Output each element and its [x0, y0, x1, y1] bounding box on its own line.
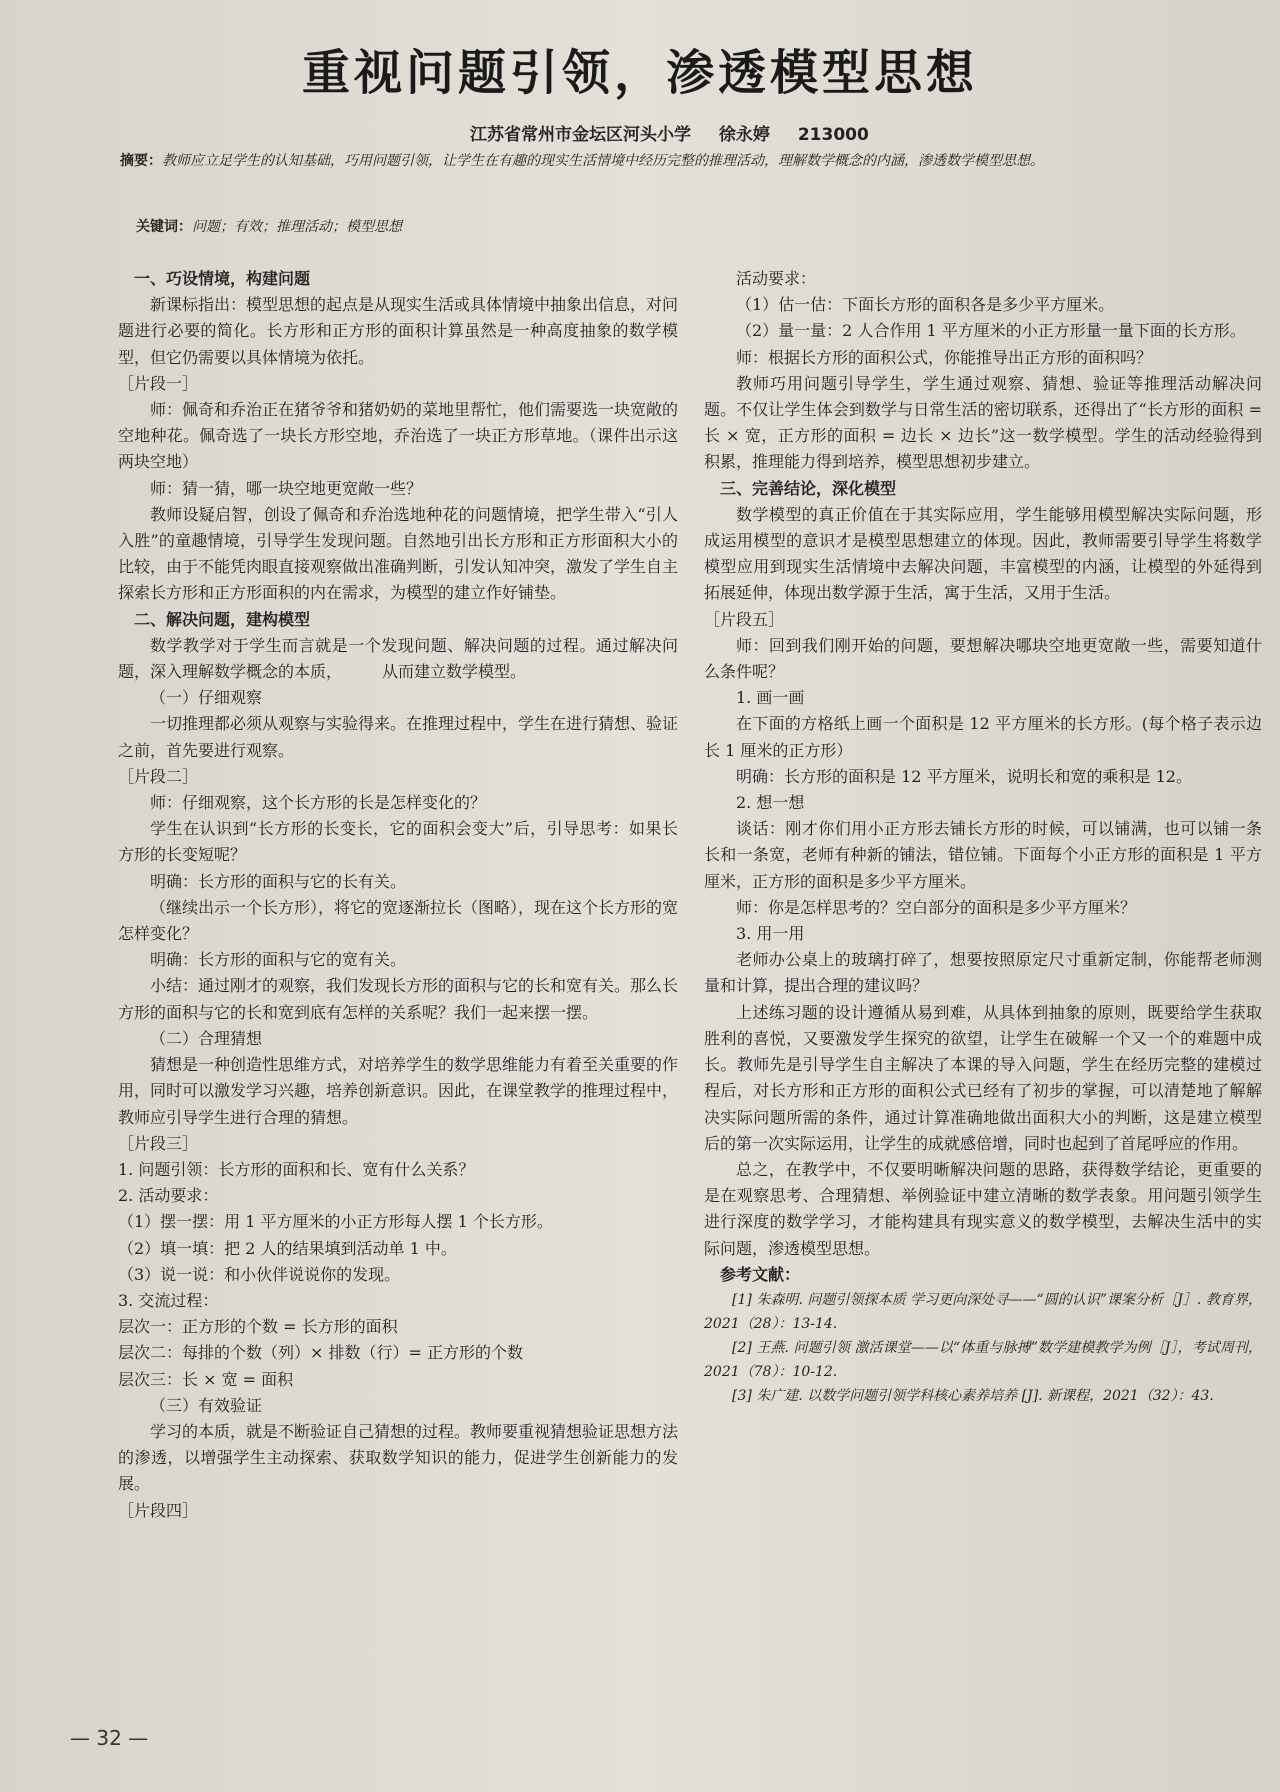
section-heading: 二、解决问题，建构模型: [134, 609, 311, 629]
right-column: [704, 266, 1262, 1408]
paragraph: 师：回到我们刚开始的问题，要想解决哪块空地更宽敞一些，需要知道什么条件呢？: [704, 635, 1262, 682]
paragraph: ［片段二］: [118, 766, 199, 786]
paragraph: 学习的本质，就是不断验证自己猜想的过程。教师要重视猜想验证思想方法的渗透，以增强学生主动探索、获取数学知识的能力，促进学生创新能力的发展。: [118, 1421, 679, 1494]
paragraph: 上述练习题的设计遵循从易到难，从具体到抽象的原则，既要给学生获取胜利的喜悦，又要激发学生探究的欲望，让学生在破解一个又一个的难题中成长。教师先是引导学生自主解决了本课的导入问题，学生在经历完整的建模过程后，对长方形和正方形的面积公式已经有了初步的掌握，可以清楚地了解解决实际问题所需的条件，通过计算准确地做出面积大小的判断，这是建立模型后的第一次实际运用，让学生的成就感倍增，同时也起到了首尾呼应的作用。: [704, 1002, 1262, 1153]
paragraph: 总之，在教学中，不仅要明晰解决问题的思路，获得数学结论，更重要的是在观察思考、合理猜想、举例验证中建立清晰的数学表象。用问题引领学生进行深度的数学学习，才能构建具有现实意义的数学模型，去解决生活中的实际问题，渗透模型思想。: [704, 1159, 1262, 1258]
reference-item: [1] 朱森明. 问题引领探本质 学习更向深处寻——“圆的认识”课案分析［J］. 教育界，2021（28）：13-14.: [704, 1291, 1262, 1332]
paragraph: （三）有效验证: [150, 1395, 263, 1415]
paragraph: 2. 活动要求：: [118, 1186, 219, 1206]
paragraph: 学生在认识到“长方形的长变长，它的面积会变大”后，引导思考：如果长方形的长变短呢？: [118, 819, 678, 865]
page-number: — 32 —: [70, 1726, 149, 1750]
paragraph: 数学模型的真正价值在于其实际应用，学生能够用模型解决实际问题，形成运用模型的意识才是模型思想建立的体现。因此，教师需要引导学生将数学模型应用到现实生活情境中去解决问题，丰富模型的内涵，让模型的外延得到拓展延伸，体现出数学源于生活，寓于生活，又用于生活。: [704, 504, 1262, 603]
paragraph: （一）仔细观察: [150, 688, 263, 708]
keywords-text: 问题；有效；推理活动；模型思想: [192, 219, 402, 235]
paragraph: 师：仔细观察，这个长方形的长是怎样变化的？: [150, 793, 487, 813]
paragraph: 3. 交流过程：: [118, 1290, 219, 1310]
paragraph: ［片段一］: [118, 373, 199, 393]
article-title: 重视问题引领，渗透模型思想: [301, 45, 978, 101]
paragraph: ［片段五］: [704, 609, 785, 629]
paragraph: 谈话：刚才你们用小正方形去铺长方形的时候，可以铺满，也可以铺一条长和一条宽，老师有种新的铺法，错位铺。下面每个小正方形的面积是 1 平方厘米，正方形的面积是多少平方厘米。: [704, 819, 1262, 891]
paragraph: 师：猜一猜，哪一块空地更宽敞一些？: [150, 478, 423, 498]
author-name: 徐永婷: [718, 125, 770, 145]
paragraph: （继续出示一个长方形），将它的宽逐渐拉长（图略），现在这个长方形的宽怎样变化？: [118, 897, 679, 944]
right-column-body: [704, 266, 1262, 1288]
abstract-text: 教师应立足学生的认知基础，巧用问题引领，让学生在有趣的现实生活情境中经历完整的推理活动，理解数学概念的内涵，渗透数学模型思想。: [162, 153, 1044, 169]
paragraph: 层次一：正方形的个数 = 长方形的面积: [118, 1317, 398, 1337]
paragraph: 层次三：长 × 宽 = 面积: [118, 1369, 294, 1389]
paragraph: 师：根据长方形的面积公式，你能推导出正方形的面积吗？: [736, 347, 1153, 367]
paragraph: 教师巧用问题引导学生，学生通过观察、猜想、验证等推理活动解决问题。不仅让学生体会到数学与日常生活的密切联系，还得出了“长方形的面积 = 长 × 宽，正方形的面积 = 边长 × 边长”这一数学模型。学生的活动经验得到积累，推理能力得到培养，模型思想初步建立。: [704, 373, 1262, 472]
paragraph: （1）摆一摆：用 1 平方厘米的小正方形每人摆 1 个长方形。: [118, 1212, 553, 1232]
paragraph: （2）量一量：2 人合作用 1 平方厘米的小正方形量一量下面的长方形。: [736, 321, 1246, 341]
keywords-label: 关键词：: [136, 219, 192, 235]
abstract: [120, 150, 1260, 173]
paragraph: 猜想是一种创造性思维方式，对培养学生的数学思维能力有着至关重要的作用，同时可以激发学习兴趣，培养创新意识。因此，在课堂教学的推理过程中，教师应引导学生进行合理的猜想。: [118, 1055, 679, 1127]
paragraph: 新课标指出：模型思想的起点是从现实生活或具体情境中抽象出信息，对问题进行必要的简化。长方形和正方形的面积计算虽然是一种高度抽象的数学模型，但它仍需要以具体情境为依托。: [118, 295, 679, 367]
section-heading: 一、巧设情境，构建问题: [134, 269, 311, 288]
paragraph: 活动要求：: [736, 269, 817, 288]
paragraph: 师：佩奇和乔治正在猪爷爷和猪奶奶的菜地里帮忙，他们需要选一块宽敞的空地种花。佩奇选了一块长方形空地，乔治选了一块正方形草地。（课件出示这两块空地）: [118, 400, 679, 472]
paragraph: （3）说一说：和小伙伴说说你的发现。: [118, 1264, 401, 1284]
left-column: [118, 266, 678, 1524]
keywords: [136, 216, 1036, 236]
section-heading: 参考文献：: [720, 1264, 801, 1284]
paragraph: 数学教学对于学生而言就是一个发现问题、解决问题的过程。通过解决问题，深入理解数学概念的本质， 从而建立数学模型。: [118, 635, 678, 682]
postcode: 213000: [797, 125, 869, 145]
references: [704, 1288, 1262, 1408]
paragraph: 2. 想一想: [736, 793, 805, 813]
reference-item: [2] 王燕. 问题引领 激活课堂——以“体重与脉搏”数学建模教学为例［J］，考试周刊，2021（78）：10-12.: [704, 1339, 1262, 1380]
paragraph: 在下面的方格纸上画一个面积是 12 平方厘米的长方形。(每个格子表示边长 1 厘米的正方形）: [704, 714, 1262, 760]
affiliation: 江苏省常州市金坛区河头小学: [470, 125, 691, 145]
paragraph: ［片段四］: [118, 1500, 199, 1520]
paragraph: 老师办公桌上的玻璃打碎了，想要按照原定尺寸重新定制，你能帮老师测量和计算，提出合理的建议吗？: [704, 950, 1262, 996]
paragraph: 层次二：每排的个数（列）× 排数（行）= 正方形的个数: [118, 1343, 523, 1363]
paragraph: （2）填一填：把 2 人的结果填到活动单 1 中。: [118, 1238, 457, 1258]
abstract-label: 摘要：: [120, 153, 162, 169]
section-heading: 三、完善结论，深化模型: [720, 478, 897, 498]
reference-item: [3] 朱广建. 以数学问题引领学科核心素养培养 [J]. 新课程，2021（32）：43.: [732, 1387, 1214, 1404]
paragraph: 1. 问题引领：长方形的面积和长、宽有什么关系？: [118, 1159, 475, 1179]
paragraph: 1. 画一画: [736, 688, 805, 708]
paragraph: （二）合理猜想: [150, 1028, 263, 1048]
paragraph: 明确：长方形的面积与它的长有关。: [150, 871, 407, 891]
paragraph: 教师设疑启智，创设了佩奇和乔治选地种花的问题情境，把学生带入“引人入胜”的童趣情境，引导学生发现问题。自然地引出长方形和正方形面积大小的比较，由于不能凭肉眼直接观察做出准确判断，引发认知冲突，激发了学生自主探索长方形和正方形面积的内在需求，为模型的建立作好铺垫。: [118, 504, 679, 603]
paragraph: 师：你是怎样思考的？空白部分的面积是多少平方厘米？: [736, 897, 1137, 917]
paragraph: ［片段三］: [118, 1133, 199, 1153]
paragraph: 一切推理都必须从观察与实验得来。在推理过程中，学生在进行猜想、验证之前，首先要进行观察。: [118, 714, 679, 760]
paragraph: （1）估一估：下面长方形的面积各是多少平方厘米。: [736, 295, 1115, 315]
paragraph: 3. 用一用: [736, 924, 805, 944]
paragraph: 小结：通过刚才的观察，我们发现长方形的面积与它的长和宽有关。那么长方形的面积与它的长和宽到底有怎样的关系呢？我们一起来摆一摆。: [118, 976, 679, 1022]
paragraph: 明确：长方形的面积是 12 平方厘米，说明长和宽的乘积是 12。: [736, 766, 1192, 786]
paragraph: 明确：长方形的面积与它的宽有关。: [150, 950, 407, 970]
author-line: [470, 120, 891, 145]
